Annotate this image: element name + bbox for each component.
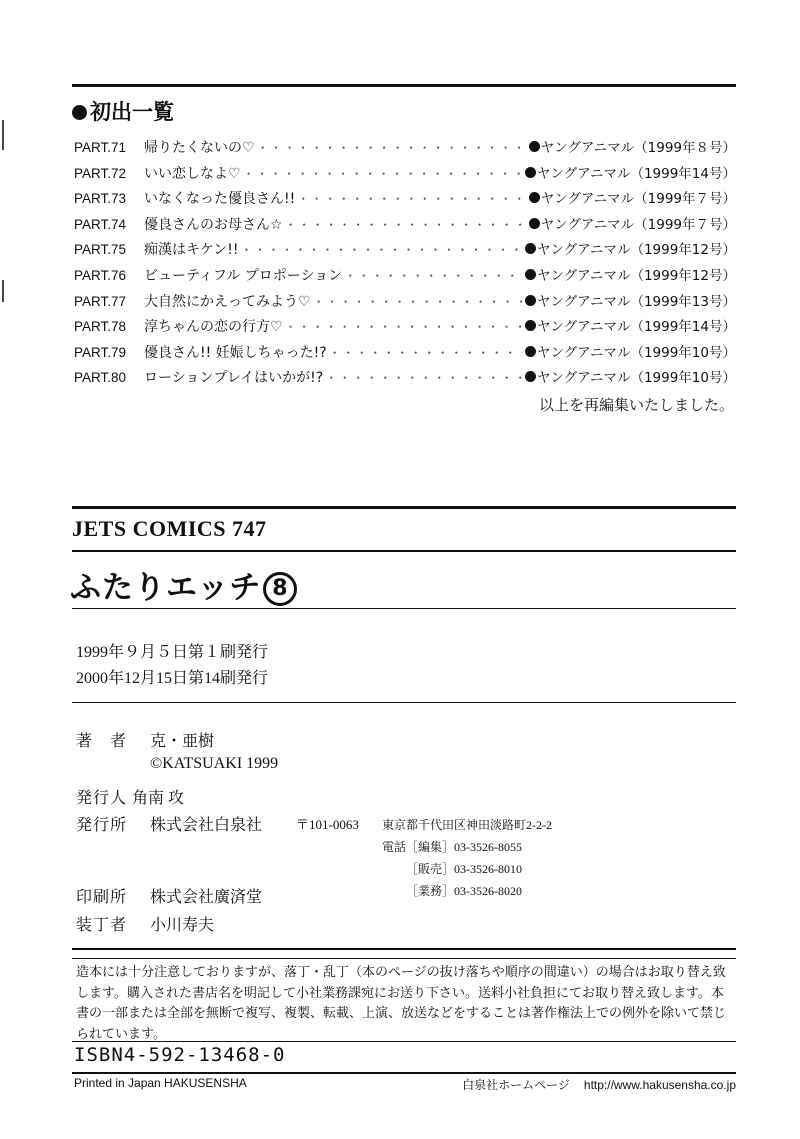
bullet-icon	[72, 105, 87, 120]
dot-leader	[285, 216, 527, 233]
list-item	[74, 341, 736, 367]
printed-in: Printed in Japan HAKUSENSHA	[74, 1076, 247, 1090]
bullet-icon	[525, 346, 536, 357]
footer	[74, 1076, 736, 1090]
homepage-url: http://www.hakusensha.co.jp	[583, 1078, 736, 1092]
printer-label: 印刷所	[76, 889, 128, 906]
part-number: PART.77	[74, 293, 127, 309]
publisher-name: 角南 攻	[132, 790, 185, 807]
isbn: ISBN4-592-13468-0	[74, 1044, 286, 1066]
dot-leader	[243, 165, 523, 182]
binder-name: 小川寿夫	[150, 917, 215, 934]
list-item	[74, 136, 736, 162]
homepage	[462, 1076, 736, 1093]
part-number: PART.79	[74, 344, 127, 360]
bullet-icon	[525, 167, 536, 178]
binder-label: 装丁者	[76, 917, 128, 934]
list-item	[74, 187, 736, 213]
legal-notice: 造本には十分注意しておりますが、落丁・乱丁（本のページの抜け落ちや順序の間違い）の場合はお取り替え致します。購入された書店名を明記して小社業務課宛にお送り下さい。送料小社負担にてお取り替え致します。本書の一部または全部を無断で複写、複製、転載、上演、放送などをすることは著作権法上での例外を除いて禁じられています。	[76, 964, 727, 1041]
source: ヤングアニマル（1999年12号）	[525, 264, 736, 284]
part-number: PART.72	[74, 165, 127, 181]
part-number: PART.73	[74, 191, 127, 207]
volume-badge: 8	[263, 572, 297, 606]
address: 東京都千代田区神田淡路町2-2-2	[382, 818, 552, 832]
source: ヤングアニマル（1999年14号）	[525, 315, 736, 335]
chapter-title: いい恋しなよ♡	[144, 165, 241, 182]
divider-rule	[72, 550, 736, 552]
source: ヤングアニマル（1999年12号）	[525, 238, 736, 258]
part-number: PART.75	[74, 242, 127, 258]
chapter-title: ビューティフル プロポーション	[144, 267, 343, 284]
chapter-title: 優良さんのお母さん☆	[144, 216, 283, 233]
bullet-icon	[525, 295, 536, 306]
part-number: PART.76	[74, 267, 127, 283]
chapter-title: 帰りたくないの♡	[144, 140, 255, 156]
author-label: 著 者	[76, 733, 128, 750]
dot-leader	[297, 190, 526, 207]
chapter-title: 大自然にかえってみよう♡	[144, 293, 311, 310]
dot-leader	[344, 267, 523, 284]
source: ヤングアニマル（1999年14号）	[525, 162, 736, 182]
bullet-icon	[525, 269, 536, 280]
author-name: 克・亜樹	[150, 733, 215, 750]
house-name: 株式会社白泉社	[150, 817, 263, 834]
top-rule	[72, 84, 736, 87]
dot-leader	[313, 293, 523, 310]
list-item	[74, 315, 736, 341]
dot-leader	[257, 139, 527, 156]
bullet-icon	[525, 371, 536, 382]
part-number: PART.78	[74, 319, 127, 335]
compilation-note: 以上を再編集いたしました。	[538, 396, 734, 414]
chapter-title: ローションプレイはいかが!?	[144, 370, 324, 387]
part-number: PART.74	[74, 216, 127, 232]
list-item	[74, 366, 736, 392]
chapter-title: いなくなった優良さん!!	[144, 191, 296, 208]
bullet-icon	[525, 320, 536, 331]
list-item	[74, 290, 736, 316]
homepage-label: 白泉社ホームページ	[462, 1078, 570, 1092]
part-number: PART.71	[74, 140, 127, 155]
postal-code: 〒101-0063	[296, 817, 359, 832]
list-item	[74, 213, 736, 239]
bullet-icon	[529, 218, 540, 229]
list-item	[74, 238, 736, 264]
series-label: JETS COMICS 747	[72, 516, 267, 541]
source: ヤングアニマル（1999年10号）	[525, 366, 736, 386]
printing-latest: 2000年12月15日第14刷発行	[76, 670, 269, 687]
divider-rule	[72, 702, 736, 703]
dot-leader	[241, 241, 524, 258]
dot-leader	[329, 344, 523, 361]
bullet-icon	[529, 192, 540, 203]
house-label: 発行所	[76, 817, 128, 834]
phone-edit: 電話［編集］03-3526-8055	[382, 840, 523, 854]
source: ヤングアニマル（1999年８号）	[529, 136, 736, 156]
scan-edge-mark	[2, 120, 4, 150]
chapter-title: 優良さん!! 妊娠しちゃった!?	[144, 344, 327, 361]
part-number: PART.80	[74, 370, 127, 386]
printer-name: 株式会社廣済堂	[150, 889, 263, 906]
phone-ops: ［業務］03-3526-8020	[406, 884, 522, 898]
chapter-title: 痴漢はキケン!!	[144, 242, 239, 259]
section-title: 初出一覧	[72, 96, 174, 126]
dot-leader	[325, 369, 523, 386]
phone-label: 電話	[382, 840, 407, 854]
printing-first: 1999年９月５日第１刷発行	[76, 644, 269, 661]
scan-edge-mark	[2, 280, 4, 302]
source: ヤングアニマル（1999年13号）	[525, 290, 736, 310]
first-appearance-list	[74, 136, 736, 392]
list-item	[74, 264, 736, 290]
divider-rule	[72, 1072, 736, 1074]
bullet-icon	[529, 141, 540, 152]
source: ヤングアニマル（1999年７号）	[529, 213, 736, 233]
contact-block	[382, 814, 552, 902]
printing-history	[76, 640, 268, 692]
book-title: ふたりエッチ 8	[70, 562, 297, 607]
list-item	[74, 162, 736, 188]
chapter-title: 淳ちゃんの恋の行方♡	[144, 319, 283, 336]
source: ヤングアニマル（1999年10号）	[525, 341, 736, 361]
bullet-icon	[525, 243, 536, 254]
divider-rule	[72, 506, 736, 509]
source: ヤングアニマル（1999年７号）	[529, 187, 736, 207]
phone-sales: ［販売］03-3526-8010	[406, 862, 522, 876]
divider-rule	[72, 948, 736, 950]
copyright: ©KATSUAKI 1999	[150, 755, 279, 772]
dot-leader	[285, 318, 523, 335]
publisher-label: 発行人	[76, 790, 128, 807]
divider-rule	[72, 608, 736, 609]
